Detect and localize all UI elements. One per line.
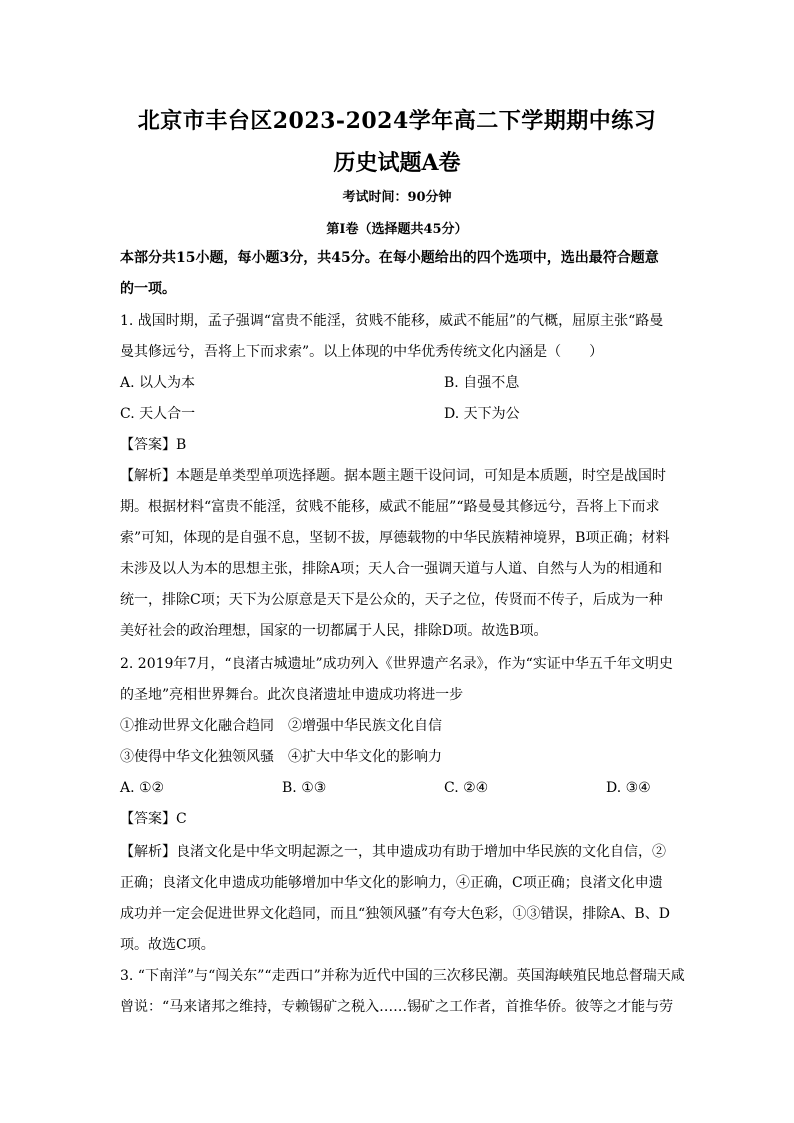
question-2-item: ①推动世界文化融合趋同 ②增强中华民族文化自信 bbox=[120, 718, 442, 734]
question-2-option-a: A. ①② bbox=[120, 780, 165, 796]
question-1-analysis: 统一，排除C项；天下为公原意是天下是公众的，天子之位，传贤而不传子，后成为一种 bbox=[120, 592, 663, 608]
document-title: 北京市丰台区2023-2024学年高二下学期期中练习 bbox=[137, 108, 657, 134]
question-2-analysis: 成功并一定会促进世界文化趋同，而且“独领风骚”有夸大色彩，①③错误，排除A、B、D bbox=[120, 906, 670, 922]
question-2-analysis: 项。故选C项。 bbox=[120, 937, 215, 953]
question-2-analysis: 【解析】良渚文化是中华文明起源之一，其申遗成功有助于增加中华民族的文化自信，② bbox=[120, 844, 666, 860]
question-1-option-b: B. 自强不息 bbox=[444, 375, 520, 391]
question-2-option-b: B. ①③ bbox=[282, 780, 327, 796]
question-1-analysis: 未涉及以人为本的思想主张，排除A项；天人合一强调天道与人道、自然与人为的相通和 bbox=[120, 561, 663, 577]
question-3-stem: 3. “下南洋”与“闯关东”“走西口”并称为近代中国的三次移民潮。英国海峡殖民地总督瑞天咸 bbox=[120, 968, 685, 984]
question-1-option-c: C. 天人合一 bbox=[120, 406, 196, 422]
question-2-stem: 的圣地”亮相世界舞台。此次良渚遗址申遗成功将进一步 bbox=[120, 687, 464, 703]
question-2-stem: 2. 2019年7月，“良渚古城遗址”成功列入《世界遗产名录》，作为“实证中华五千年文明史 bbox=[120, 656, 673, 672]
question-1-answer: 【答案】B bbox=[120, 437, 187, 453]
instructions-line: 本部分共15小题，每小题3分，共45分。在每小题给出的四个选项中，选出最符合题意 bbox=[120, 250, 659, 266]
question-1-stem: 1. 战国时期，孟子强调“富贵不能淫，贫贱不能移，威武不能屈”的气概，屈原主张“路曼 bbox=[120, 313, 664, 329]
question-2-option-d: D. ③④ bbox=[606, 780, 651, 796]
question-3-stem: 曾说：“马来诸邦之维持，专赖锡矿之税入……锡矿之工作者，首推华侨。彼等之才能与劳 bbox=[120, 999, 674, 1015]
section-heading: 第I卷（选择题共45分） bbox=[326, 222, 468, 237]
question-1-option-d: D. 天下为公 bbox=[444, 406, 520, 422]
question-1-stem: 曼其修远兮，吾将上下而求索”。以上体现的中华优秀传统文化内涵是（ ） bbox=[120, 344, 604, 360]
question-1-analysis: 索”可知，体现的是自强不息，坚韧不拔，厚德载物的中华民族精神境界，B项正确；材料 bbox=[120, 530, 670, 546]
question-2-item: ③使得中华文化独领风骚 ④扩大中华文化的影响力 bbox=[120, 749, 442, 765]
instructions-line: 的一项。 bbox=[120, 281, 176, 297]
question-1-analysis: 美好社会的政治理想，国家的一切都属于人民，排除D项。故选B项。 bbox=[120, 623, 548, 639]
question-1-analysis: 期。根据材料“富贵不能淫，贫贱不能移，威武不能屈”“路曼曼其修远兮，吾将上下而求 bbox=[120, 499, 660, 515]
question-1-option-a: A. 以人为本 bbox=[120, 375, 196, 391]
question-2-option-c: C. ②④ bbox=[444, 780, 489, 796]
document-subtitle: 历史试题A卷 bbox=[333, 150, 461, 176]
question-1-analysis: 【解析】本题是单类型单项选择题。据本题主题干设问词，可知是本质题，时空是战国时 bbox=[120, 468, 666, 484]
exam-time: 考试时间：90分钟 bbox=[342, 190, 452, 205]
question-2-analysis: 正确；良渚文化申遗成功能够增加中华文化的影响力，④正确，C项正确；良渚文化申遗 bbox=[120, 875, 663, 891]
question-2-answer: 【答案】C bbox=[120, 811, 187, 827]
